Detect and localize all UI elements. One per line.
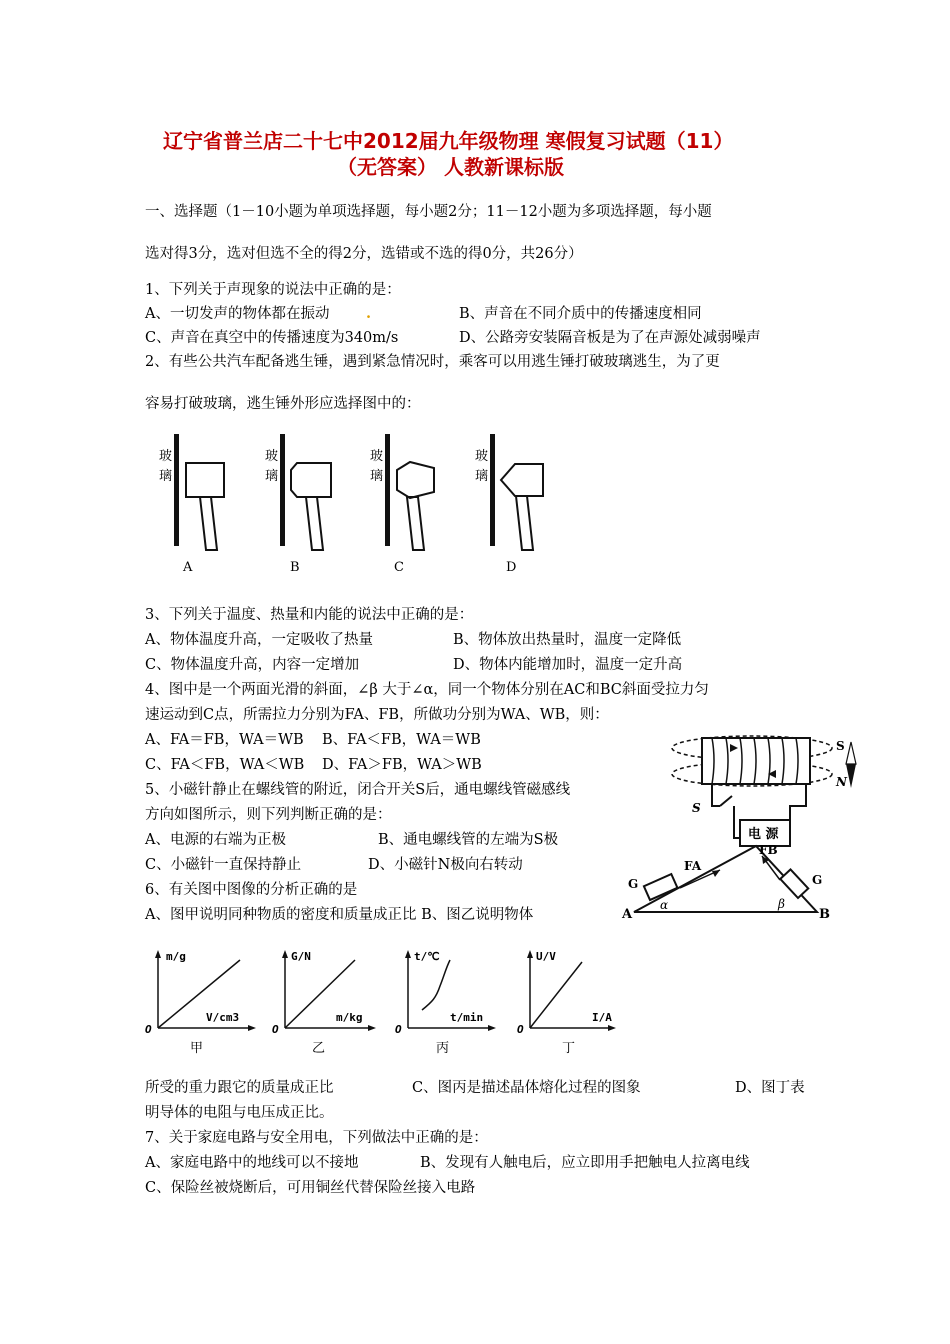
q5-option-d: D、小磁针N极向右转动 [368,857,523,873]
q1-option-a: A、一切发声的物体都在振动 [145,306,330,322]
hammer-b [265,434,331,575]
q3-option-b: B、物体放出热量时，温度一定降低 [453,632,682,648]
point-a-label: A [622,907,633,920]
q3-option-c: C、物体温度升高，内容一定增加 [145,657,360,673]
graph-yi-name: 乙 [312,1041,326,1055]
graph-ding-name: 丁 [562,1041,576,1055]
hammer-label-b: B [290,560,300,575]
power-source-label: 电 源 [748,827,779,842]
weight-g2-label: G [812,873,823,887]
graph-ding [517,950,616,1055]
section-intro-line1: 一、选择题（1－10小题为单项选择题，每小题2分；11－12小题为多项选择题，每小题 [145,204,712,220]
hammer-a [159,434,224,575]
q4-option-a: A、FA＝FB，WA＝WB [145,732,304,748]
glass-label-2: 璃 [370,469,384,484]
q5-stem-line2: 方向如图所示，则下列判断正确的是： [145,807,392,823]
q6-line3-a: 所受的重力跟它的质量成正比 [145,1080,334,1096]
q7-stem: 7、关于家庭电路与安全用电，下列做法中正确的是： [145,1130,488,1146]
graphs-figure [140,940,630,1055]
incline-figure [620,838,840,920]
graph-jia-ylabel: m/g [166,950,186,963]
hammer-label-d: D [506,560,517,575]
q4-option-d: D、FA＞FB，WA＞WB [322,757,482,773]
point-b-label: B [819,907,830,920]
q1-stem: 1、下列关于声现象的说法中正确的是： [145,282,401,298]
graph-jia-xlabel: V/cm3 [206,1011,240,1024]
q6-line3-c: D、图丁表 [735,1080,805,1096]
solenoid-figure [660,728,860,854]
q6-line2: A、图甲说明同种物质的密度和质量成正比 B、图乙说明物体 [145,907,534,923]
q3-option-a: A、物体温度升高，一定吸收了热量 [145,632,373,648]
q7-option-a: A、家庭电路中的地线可以不接地 [145,1155,359,1171]
glass-label-2: 璃 [159,469,173,484]
q6-line4: 明导体的电阻与电压成正比。 [145,1105,334,1121]
angle-beta-label: β [778,897,785,911]
q3-stem: 3、下列关于温度、热量和内能的说法中正确的是： [145,607,474,623]
q1-option-b: B、声音在不同介质中的传播速度相同 [459,306,702,322]
q1-dot: . [366,305,372,322]
q6-stem: 6、有关图中图像的分析正确的是 [145,882,358,898]
graph-ding-ylabel: U/V [536,950,556,963]
graph-bing [395,950,496,1055]
switch-label: S [692,801,701,815]
compass-needle-icon [846,742,856,764]
page-subtitle: （无答案） 人教新课标版 [337,155,564,179]
graph-bing-xlabel: t/min [450,1011,484,1024]
glass-label-1: 玻 [159,449,173,464]
q4-option-c: C、FA＜FB，WA＜WB [145,757,305,773]
glass-label-1: 玻 [370,449,384,464]
graph-jia-origin: O [145,1023,152,1036]
graph-jia [145,950,256,1055]
graph-yi-ylabel: G/N [291,950,311,963]
hammer-figure [145,428,565,578]
graph-bing-name: 丙 [436,1041,450,1055]
q4-stem-line1: 4、图中是一个两面光滑的斜面，∠β 大于∠α，同一个物体分别在AC和BC斜面受拉力匀 [145,682,709,698]
graph-ding-origin: O [517,1023,524,1036]
q5-option-c: C、小磁针一直保持静止 [145,857,302,873]
q4-stem-line2: 速运动到C点，所需拉力分别为FA、FB，所做功分别为WA、WB，则： [145,707,609,723]
q6-line3-b: C、图丙是描述晶体熔化过程的图象 [412,1080,641,1096]
q3-option-d: D、物体内能增加时，温度一定升高 [453,657,683,673]
glass-label-1: 玻 [265,449,279,464]
q5-option-b: B、通电螺线管的左端为S极 [378,832,559,848]
q2-stem-line2: 容易打破玻璃，逃生锤外形应选择图中的： [145,396,421,412]
section-intro-line2: 选对得3分，选对但选不全的得2分，选错或不选的得0分，共26分） [145,246,583,262]
q7-option-c: C、保险丝被烧断后，可用铜丝代替保险丝接入电路 [145,1180,476,1196]
page-title: 辽宁省普兰店二十七中2012届九年级物理 寒假复习试题（11） [163,129,734,153]
q5-stem-line1: 5、小磁针静止在螺线管的附近，闭合开关S后，通电螺线管磁感线 [145,782,571,798]
compass-n-label: N [836,775,847,789]
q1-option-d: D、公路旁安装隔音板是为了在声源处减弱噪声 [459,330,761,346]
hammer-label-a: A [183,560,193,575]
q4-option-b: B、FA＜FB，WA＝WB [322,732,481,748]
q2-stem-line1: 2、有些公共汽车配备逃生锤，遇到紧急情况时，乘客可以用逃生锤打破玻璃逃生，为了更 [145,354,720,370]
glass-label-2: 璃 [475,469,489,484]
force-fb-label: FB [759,843,778,857]
q7-option-b: B、发现有人触电后，应立即用手把触电人拉离电线 [420,1155,750,1171]
compass-s-label: S [836,739,845,753]
force-fa-label: FA [684,859,702,873]
graph-bing-origin: O [395,1023,402,1036]
weight-g1-label: G [628,877,639,891]
graph-yi-xlabel: m/kg [336,1011,363,1024]
hammer-label-c: C [394,560,404,575]
graph-yi [272,950,376,1055]
graph-yi-origin: O [272,1023,279,1036]
q5-option-a: A、电源的右端为正极 [145,832,286,848]
glass-label-1: 玻 [475,449,489,464]
hammer-c [370,434,434,575]
graph-bing-ylabel: t/℃ [414,950,440,963]
graph-jia-name: 甲 [190,1041,204,1055]
angle-alpha-label: α [660,898,669,912]
graph-ding-xlabel: I/A [592,1011,612,1024]
glass-label-2: 璃 [265,469,279,484]
q1-option-c: C、声音在真空中的传播速度为340m/s [145,330,399,346]
hammer-d [475,434,543,575]
